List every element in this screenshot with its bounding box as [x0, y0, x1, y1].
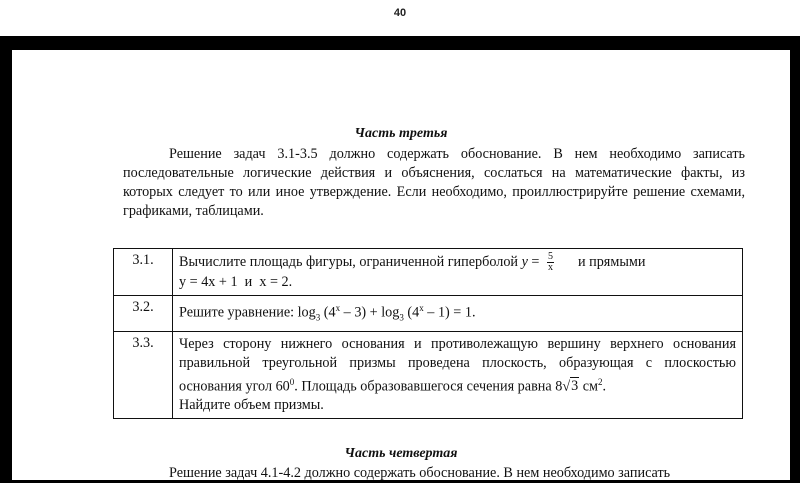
fraction — [547, 252, 554, 273]
math-expression: – 3) + — [343, 304, 378, 321]
task-text-part: и прямыми — [577, 253, 646, 270]
math-expression: (4 — [323, 304, 336, 321]
part-three-intro — [123, 145, 745, 221]
task-number: 3.1. — [114, 249, 173, 296]
square-root — [562, 377, 579, 394]
task-text-part: . Площадь образовавшегося сечения равна 8 — [294, 378, 563, 395]
table-row — [114, 249, 743, 296]
math-expression: (4 — [407, 304, 420, 321]
degree-mark: 0 — [289, 376, 295, 387]
sqrt-symbol: √ — [562, 378, 571, 395]
unit-exponent: 2 — [598, 376, 603, 387]
math-operator: = — [531, 253, 540, 270]
task-text-part: Решите уравнение: — [179, 304, 295, 321]
log-function: log — [381, 304, 400, 321]
task-number: 3.2. — [114, 296, 173, 332]
task-text — [173, 296, 743, 332]
document-page — [12, 50, 790, 480]
task-text — [173, 331, 743, 419]
fraction-denominator: x — [547, 262, 553, 273]
math-expression: x = 2. — [259, 274, 293, 290]
part-four-intro-text: Решение задач 4.1-4.2 должно содержать обоснование. В нем необходимо записать — [169, 465, 671, 481]
exponent: x — [419, 303, 424, 313]
fraction-numerator: 5 — [547, 251, 553, 262]
previous-page-strip — [0, 0, 800, 36]
part-four-intro — [123, 464, 745, 483]
task-number: 3.3. — [114, 331, 173, 419]
table-row — [114, 296, 743, 332]
math-variable: y — [521, 253, 528, 270]
task-text-part: Найдите объем призмы. — [179, 397, 324, 414]
task-text-part: Через сторону нижнего основания и противолежащую вершину верхнего основания правильной треугольной призмы проведена плоскость, образующая с плоскостью основания угол 60 — [179, 335, 736, 395]
part-four-title: Часть четвертая — [344, 446, 458, 461]
task-text-part: . — [602, 378, 607, 395]
log-base: 3 — [399, 312, 404, 323]
unit: см — [582, 378, 599, 395]
log-base: 3 — [315, 312, 321, 323]
task-text-part: Вычислите площадь фигуры, ограниченной гиперболой — [179, 253, 519, 270]
task-text-part: и — [244, 274, 253, 290]
math-expression: – 1) = 1. — [427, 304, 476, 321]
tasks-table — [113, 248, 743, 419]
table-row — [114, 331, 743, 419]
page-number: 40 — [393, 7, 407, 19]
exponent: x — [335, 303, 341, 313]
math-expression: y = 4x + 1 — [179, 274, 238, 290]
task-text — [173, 249, 743, 296]
part-three-title: Часть третья — [354, 126, 448, 141]
log-function: log — [297, 304, 316, 321]
sqrt-argument: 3 — [571, 378, 579, 395]
part-three-intro-text: Решение задач 3.1-3.5 должно содержать обоснование. В нем необходимо записать последовательные логические действия и объяснения, сослаться на математические факты, из которых следует то или иное утверждение. Если необходимо, проиллюстрируйте решение схемами, графиками, таблицами. — [123, 146, 745, 219]
